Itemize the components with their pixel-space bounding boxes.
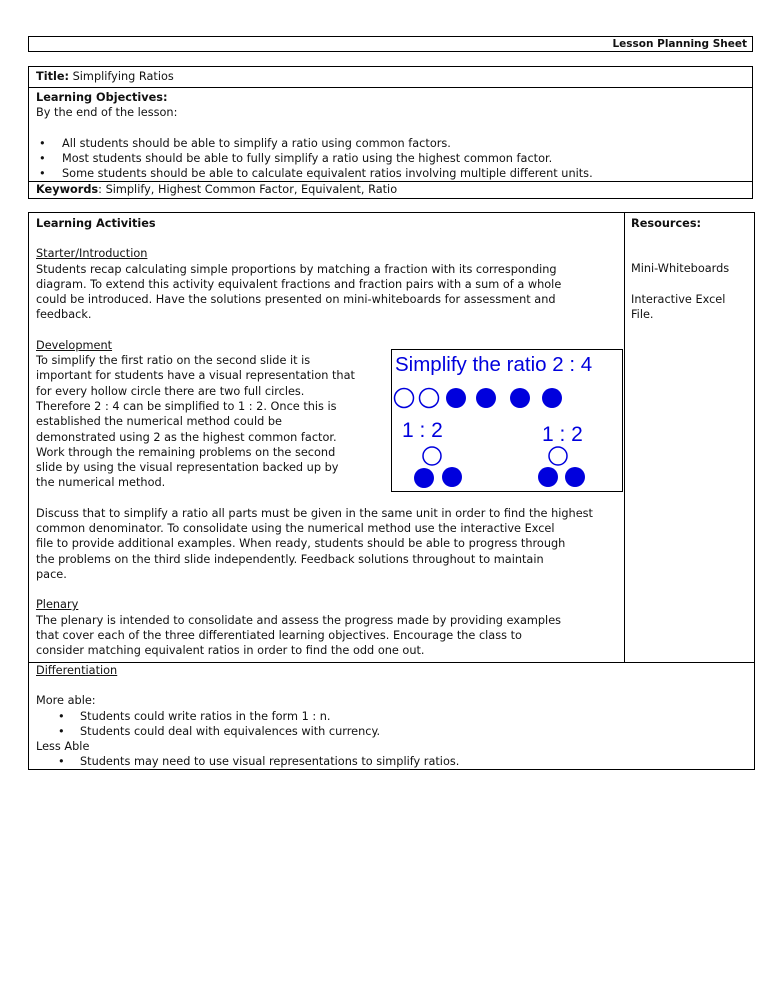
resource-item: Mini-Whiteboards: [631, 262, 730, 276]
keywords-value: : Simplify, Highest Common Factor, Equivalent, Ratio: [98, 183, 398, 196]
keywords-row: [29, 182, 752, 199]
hollow-circle: [549, 447, 567, 465]
plenary-heading: Plenary: [36, 598, 79, 612]
development-heading: Development: [36, 338, 113, 352]
activities-table: [28, 212, 755, 770]
development-line: Work through the remaining problems on the second: [36, 445, 336, 459]
learning-activities-cell: [29, 213, 625, 662]
title-value: Simplifying Ratios: [72, 70, 174, 83]
objectives-intro: By the end of the lesson:: [36, 106, 178, 120]
starter-line: feedback.: [36, 308, 92, 322]
full-circle: [446, 388, 466, 408]
more-able-label: More able:: [36, 694, 96, 708]
resources-cell: [625, 213, 756, 662]
development-line: demonstrated using 2 as the highest common factor.: [36, 430, 337, 444]
plenary-line: that cover each of the three differentiated learning objectives. Encourage the class to: [36, 628, 522, 642]
development-line: Therefore 2 : 4 can be simplified to 1 : 2. Once this is: [36, 399, 337, 413]
objective-item: • Most students should be able to fully simplify a ratio using the highest common factor.: [36, 151, 745, 166]
keywords-label: Keywords: [36, 183, 99, 196]
sheet-title: Lesson Planning Sheet: [612, 38, 747, 50]
discuss-line: common denominator. To consolidate using the numerical method use the interactive Excel: [36, 522, 555, 536]
ratio-slide-image: [391, 349, 623, 492]
full-circle: [538, 467, 558, 487]
title-row: [29, 67, 752, 88]
ratio-slide-graphic: [392, 350, 622, 491]
more-able-item: • Students could deal with equivalences with currency.: [36, 724, 747, 739]
hollow-circle: [395, 389, 414, 408]
less-able-label: Less Able: [36, 740, 90, 754]
objective-item: • Some students should be able to calculate equivalent ratios involving multiple different units.: [36, 166, 745, 181]
objectives-row: [29, 88, 752, 182]
full-circle: [414, 468, 434, 488]
objective-item: • All students should be able to simplify a ratio using common factors.: [36, 136, 745, 151]
development-line: for every hollow circle there are two full circles.: [36, 384, 305, 398]
more-able-item: • Students could write ratios in the form 1 : n.: [36, 709, 747, 724]
resource-item: Interactive Excel: [631, 292, 726, 306]
full-circle: [565, 467, 585, 487]
full-circle: [476, 388, 496, 408]
starter-line: could be introduced. Have the solutions presented on mini-whiteboards for assessment and: [36, 293, 556, 307]
differentiation-heading: Differentiation: [36, 664, 118, 677]
full-circle: [442, 467, 462, 487]
title-label: Title:: [36, 70, 70, 83]
starter-heading: Starter/Introduction: [36, 247, 148, 261]
discuss-line: file to provide additional examples. When ready, students should be able to progress through: [36, 537, 566, 551]
hollow-circle: [423, 447, 441, 465]
activities-heading: Learning Activities: [36, 217, 156, 230]
resources-heading: Resources:: [631, 217, 702, 230]
development-line: important for students have a visual representation that: [36, 369, 355, 383]
starter-line: Students recap calculating simple proportions by matching a fraction with its corresponding: [36, 262, 557, 276]
plenary-line: The plenary is intended to consolidate and assess the progress made by providing examples: [36, 613, 562, 627]
discuss-line: the problems on the third slide independently. Feedback solutions throughout to maintain: [36, 552, 544, 566]
full-circle: [542, 388, 562, 408]
resource-item: File.: [631, 307, 654, 321]
differentiation-cell: [29, 662, 754, 771]
discuss-line: Discuss that to simplify a ratio all parts must be given in the same unit in order to find the highest: [36, 506, 593, 520]
plenary-line: consider matching equivalent ratios in order to find the odd one out.: [36, 644, 425, 658]
development-line: established the numerical method could be: [36, 415, 282, 429]
slide-title: Simplify the ratio 2 : 4: [395, 353, 593, 376]
sheet-header: [28, 36, 753, 52]
objectives-label: Learning Objectives:: [36, 91, 168, 104]
starter-line: diagram. To extend this activity equivalent fractions and fraction pairs with a sum of a whole: [36, 277, 562, 291]
hollow-circle: [420, 389, 439, 408]
discuss-line: pace.: [36, 567, 67, 581]
lesson-info-table: [28, 66, 753, 199]
left-ratio-answer: 1 : 2: [402, 419, 443, 442]
less-able-item: • Students may need to use visual representations to simplify ratios.: [36, 754, 747, 769]
development-line: slide by using the visual representation backed up by: [36, 461, 339, 475]
development-line: To simplify the first ratio on the second slide it is: [36, 354, 311, 368]
right-ratio-answer: 1 : 2: [542, 423, 583, 446]
development-line: the numerical method.: [36, 476, 166, 490]
full-circle: [510, 388, 530, 408]
